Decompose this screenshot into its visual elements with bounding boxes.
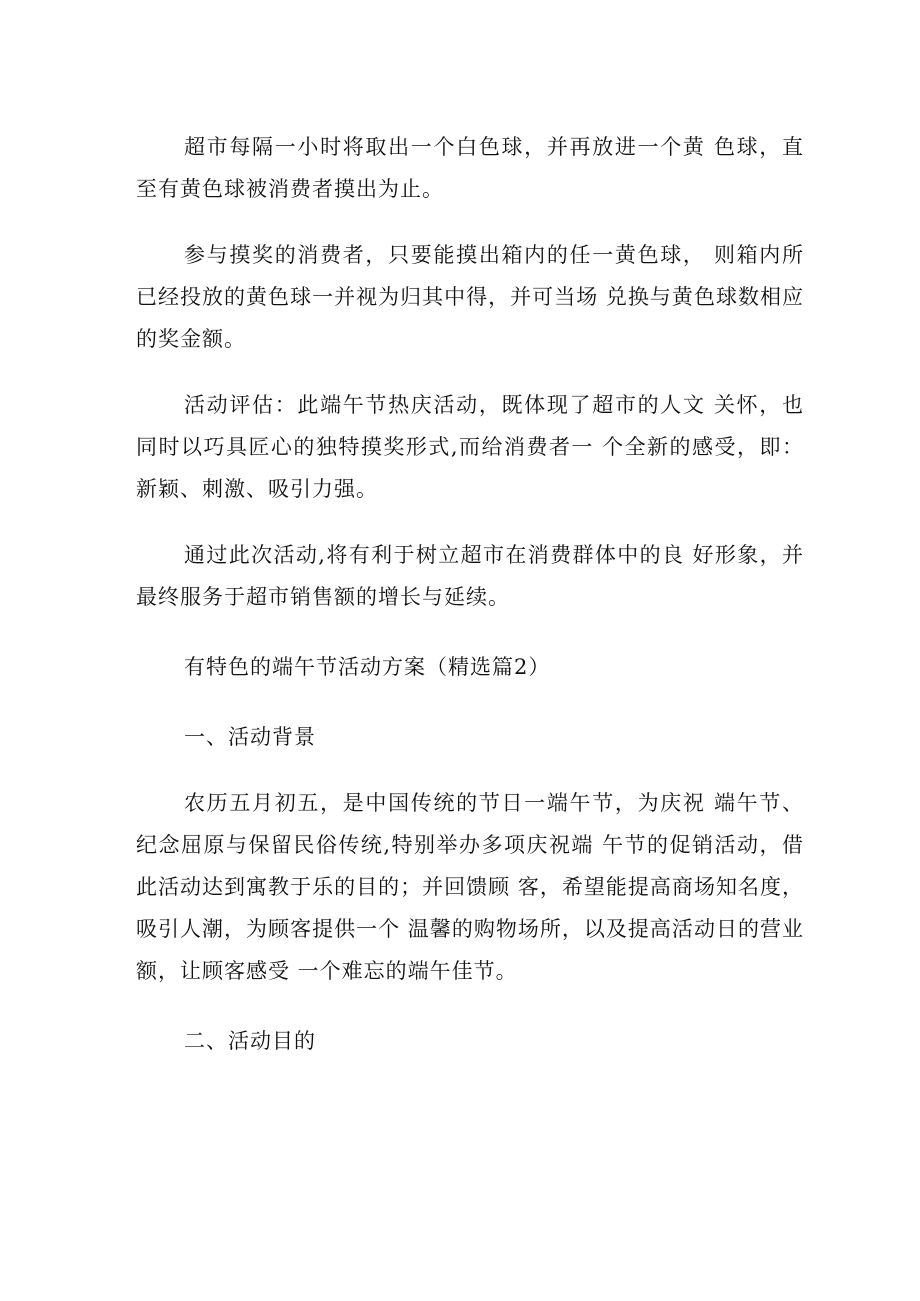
paragraph-prize-rule: 超市每隔一小时将取出一个白色球，并再放进一个黄 色球，直至有黄色球被消费者摸出为止。	[136, 135, 804, 201]
paragraph-background: 农历五月初五，是中国传统的节日一端午节，为庆祝 端午节、纪念屈原与保留民俗传统,特别举办多项庆祝端 午节的促销活动，借此活动达到寓教于乐的目的；并回馈顾 客，希望能提高商场知名度，吸引人潮，为顾客提供一个 温馨的购物场所，以及提高活动日的营业额，让顾客感受 一个难忘的端午佳节。	[136, 791, 804, 983]
heading-activity-purpose: 二、活动目的	[184, 1029, 316, 1053]
paragraph-activity-evaluation: 活动评估：此端午节热庆活动，既体现了超市的人文 关怀，也同时以巧具匠心的独特摸奖形式,而给消费者一 个全新的感受，即：新颖、刺激、吸引力强。	[136, 393, 804, 501]
section-title-plan-2: 有特色的端午节活动方案（精选篇2）	[184, 655, 551, 679]
paragraph-activity-benefit: 通过此次活动,将有利于树立超市在消费群体中的良 好形象，并最终服务于超市销售额的增长与延续。	[136, 543, 804, 609]
paragraph-prize-redeem: 参与摸奖的消费者，只要能摸出箱内的任一黄色球， 则箱内所已经投放的黄色球一并视为归其中得，并可当场 兑换与黄色球数相应的奖金额。	[136, 243, 804, 351]
heading-activity-background: 一、活动背景	[184, 725, 316, 749]
document-body	[136, 126, 804, 1062]
